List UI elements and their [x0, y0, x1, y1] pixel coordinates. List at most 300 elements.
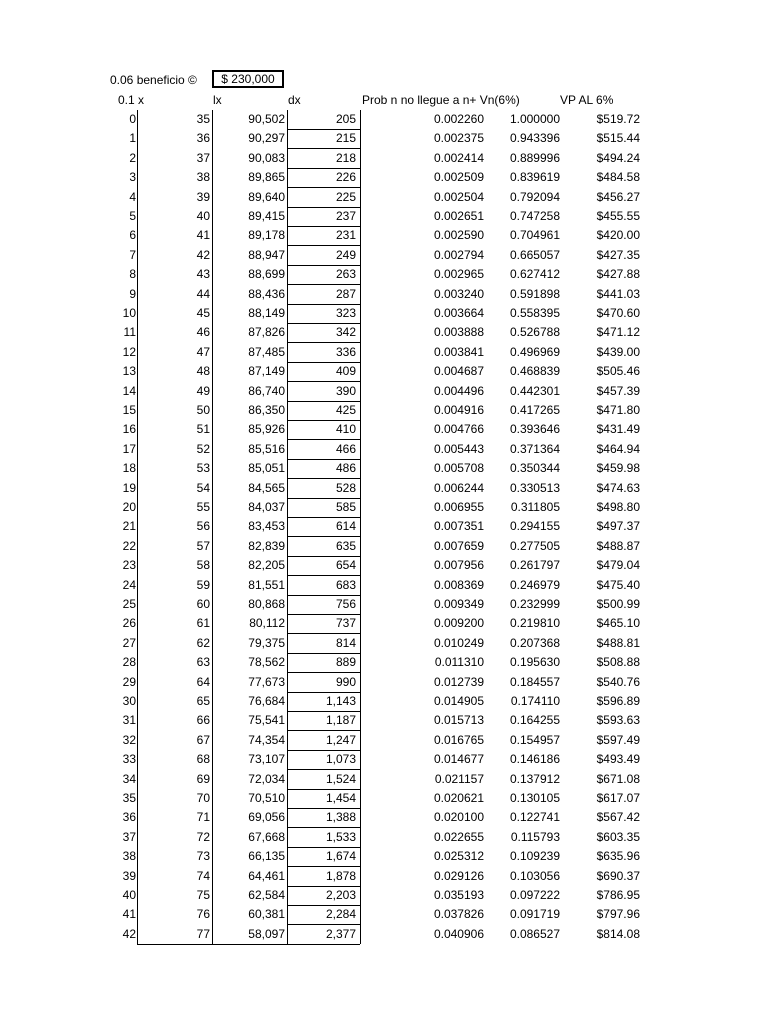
- present-value-cell[interactable]: $635.96: [596, 849, 640, 864]
- probability-cell[interactable]: 0.002504: [433, 189, 484, 204]
- age-x-cell[interactable]: 58: [196, 558, 210, 573]
- dx-cell[interactable]: 410: [335, 422, 356, 437]
- probability-cell[interactable]: 0.002794: [433, 247, 484, 262]
- age-x-cell[interactable]: 73: [196, 849, 210, 864]
- present-value-cell[interactable]: $786.95: [596, 888, 640, 902]
- row-index-cell[interactable]: 12: [122, 344, 136, 359]
- benefit-value-cell[interactable]: $ 230,000: [212, 70, 284, 88]
- age-x-cell[interactable]: 48: [196, 364, 210, 379]
- vn-cell[interactable]: 0.232999: [509, 597, 560, 611]
- dx-cell[interactable]: 466: [335, 441, 356, 456]
- present-value-cell[interactable]: $540.76: [596, 674, 640, 689]
- probability-cell[interactable]: 0.004916: [433, 403, 484, 417]
- present-value-cell[interactable]: $455.55: [596, 209, 640, 223]
- present-value-cell[interactable]: $465.10: [596, 616, 640, 631]
- age-x-cell[interactable]: 43: [196, 267, 210, 282]
- dx-cell[interactable]: 486: [335, 461, 356, 476]
- probability-cell[interactable]: 0.035193: [433, 888, 484, 902]
- lx-cell[interactable]: 89,865: [248, 170, 285, 185]
- row-index-cell[interactable]: 34: [122, 771, 136, 786]
- row-index-cell[interactable]: 9: [129, 286, 136, 301]
- dx-cell[interactable]: 425: [335, 403, 356, 417]
- probability-cell[interactable]: 0.005708: [433, 461, 484, 476]
- vn-cell[interactable]: 0.371364: [509, 441, 560, 456]
- dx-cell[interactable]: 1,187: [325, 713, 356, 728]
- lx-cell[interactable]: 89,640: [248, 189, 285, 204]
- age-x-cell[interactable]: 67: [196, 732, 210, 747]
- present-value-cell[interactable]: $617.07: [596, 791, 640, 805]
- probability-cell[interactable]: 0.002414: [433, 150, 484, 165]
- lx-cell[interactable]: 88,699: [248, 267, 285, 282]
- age-x-cell[interactable]: 68: [196, 752, 210, 767]
- probability-cell[interactable]: 0.002590: [433, 228, 484, 243]
- age-x-cell[interactable]: 72: [196, 829, 210, 844]
- probability-cell[interactable]: 0.003240: [433, 286, 484, 301]
- lx-cell[interactable]: 84,565: [248, 480, 285, 495]
- present-value-cell[interactable]: $505.46: [596, 364, 640, 379]
- row-index-cell[interactable]: 25: [122, 597, 136, 611]
- present-value-cell[interactable]: $484.58: [596, 170, 640, 185]
- lx-cell[interactable]: 85,051: [248, 461, 285, 476]
- present-value-cell[interactable]: $603.35: [596, 829, 640, 844]
- age-x-cell[interactable]: 46: [196, 325, 210, 340]
- vn-cell[interactable]: 0.091719: [509, 907, 560, 922]
- row-index-cell[interactable]: 26: [122, 616, 136, 631]
- lx-cell[interactable]: 86,350: [248, 403, 285, 417]
- age-x-cell[interactable]: 64: [196, 674, 210, 689]
- present-value-cell[interactable]: $494.24: [596, 150, 640, 165]
- probability-cell[interactable]: 0.008369: [433, 577, 484, 592]
- row-index-cell[interactable]: 32: [122, 732, 136, 747]
- vn-cell[interactable]: 0.889996: [509, 150, 560, 165]
- vn-cell[interactable]: 0.792094: [509, 189, 560, 204]
- dx-cell[interactable]: 737: [335, 616, 356, 631]
- row-index-cell[interactable]: 41: [122, 907, 136, 922]
- probability-cell[interactable]: 0.004496: [433, 383, 484, 398]
- present-value-cell[interactable]: $508.88: [596, 655, 640, 670]
- probability-cell[interactable]: 0.014905: [433, 694, 484, 708]
- row-index-cell[interactable]: 2: [129, 150, 136, 165]
- lx-cell[interactable]: 85,516: [248, 441, 285, 456]
- dx-cell[interactable]: 287: [335, 286, 356, 301]
- row-index-cell[interactable]: 35: [122, 791, 136, 805]
- vn-cell[interactable]: 0.086527: [509, 926, 560, 941]
- vn-cell[interactable]: 0.184557: [509, 674, 560, 689]
- age-x-cell[interactable]: 56: [196, 519, 210, 534]
- age-x-cell[interactable]: 42: [196, 247, 210, 262]
- present-value-cell[interactable]: $596.89: [596, 694, 640, 708]
- vn-cell[interactable]: 0.627412: [509, 267, 560, 282]
- present-value-cell[interactable]: $488.87: [596, 538, 640, 553]
- dx-cell[interactable]: 2,377: [325, 926, 356, 941]
- row-index-cell[interactable]: 29: [122, 674, 136, 689]
- vn-cell[interactable]: 0.839619: [509, 170, 560, 185]
- vn-cell[interactable]: 0.294155: [509, 519, 560, 534]
- vn-cell[interactable]: 0.174110: [510, 694, 560, 708]
- lx-cell[interactable]: 82,205: [248, 558, 285, 573]
- present-value-cell[interactable]: $597.49: [596, 732, 640, 747]
- present-value-cell[interactable]: $457.39: [596, 383, 640, 398]
- vn-cell[interactable]: 1.000000: [509, 112, 560, 126]
- age-x-cell[interactable]: 39: [196, 189, 210, 204]
- row-index-cell[interactable]: 19: [122, 480, 136, 495]
- dx-cell[interactable]: 336: [335, 344, 356, 359]
- lx-cell[interactable]: 73,107: [248, 752, 285, 767]
- probability-cell[interactable]: 0.003888: [433, 325, 484, 340]
- dx-cell[interactable]: 226: [335, 170, 356, 185]
- age-x-cell[interactable]: 66: [196, 713, 210, 728]
- row-index-cell[interactable]: 4: [129, 189, 136, 204]
- age-x-cell[interactable]: 53: [196, 461, 210, 476]
- row-index-cell[interactable]: 36: [122, 810, 136, 825]
- dx-cell[interactable]: 323: [335, 306, 356, 320]
- age-x-cell[interactable]: 60: [196, 597, 210, 611]
- row-index-cell[interactable]: 7: [129, 247, 136, 262]
- present-value-cell[interactable]: $459.98: [596, 461, 640, 476]
- vn-cell[interactable]: 0.393646: [509, 422, 560, 437]
- lx-cell[interactable]: 58,097: [248, 926, 285, 941]
- lx-cell[interactable]: 87,826: [248, 325, 285, 340]
- dx-cell[interactable]: 231: [335, 228, 356, 243]
- probability-cell[interactable]: 0.002509: [433, 170, 484, 185]
- probability-cell[interactable]: 0.002375: [433, 131, 484, 146]
- row-index-cell[interactable]: 21: [122, 519, 136, 534]
- present-value-cell[interactable]: $420.00: [596, 228, 640, 243]
- dx-cell[interactable]: 1,524: [325, 771, 356, 786]
- dx-cell[interactable]: 409: [335, 364, 356, 379]
- vn-cell[interactable]: 0.130105: [509, 791, 560, 805]
- lx-cell[interactable]: 72,034: [248, 771, 285, 786]
- dx-cell[interactable]: 1,073: [325, 752, 356, 767]
- probability-cell[interactable]: 0.025312: [433, 849, 484, 864]
- age-x-cell[interactable]: 65: [196, 694, 210, 708]
- dx-cell[interactable]: 263: [335, 267, 356, 282]
- vn-cell[interactable]: 0.261797: [509, 558, 560, 573]
- age-x-cell[interactable]: 49: [196, 383, 210, 398]
- present-value-cell[interactable]: $474.63: [596, 480, 640, 495]
- probability-cell[interactable]: 0.014677: [433, 752, 484, 767]
- dx-cell[interactable]: 614: [335, 519, 356, 534]
- dx-cell[interactable]: 390: [335, 383, 356, 398]
- lx-cell[interactable]: 74,354: [248, 732, 285, 747]
- vn-cell[interactable]: 0.154957: [509, 732, 560, 747]
- lx-cell[interactable]: 90,297: [248, 131, 285, 146]
- probability-cell[interactable]: 0.022655: [433, 829, 484, 844]
- age-x-cell[interactable]: 35: [196, 112, 210, 126]
- age-x-cell[interactable]: 45: [196, 306, 210, 320]
- probability-cell[interactable]: 0.003664: [433, 306, 484, 320]
- probability-cell[interactable]: 0.002651: [433, 209, 484, 223]
- vn-cell[interactable]: 0.137912: [509, 771, 560, 786]
- probability-cell[interactable]: 0.005443: [433, 441, 484, 456]
- present-value-cell[interactable]: $797.96: [596, 907, 640, 922]
- row-index-cell[interactable]: 1: [129, 131, 136, 146]
- lx-cell[interactable]: 67,668: [248, 829, 285, 844]
- probability-cell[interactable]: 0.007351: [433, 519, 484, 534]
- present-value-cell[interactable]: $471.80: [596, 403, 640, 417]
- row-index-cell[interactable]: 33: [122, 752, 136, 767]
- probability-cell[interactable]: 0.021157: [434, 771, 484, 786]
- lx-cell[interactable]: 76,684: [248, 694, 285, 708]
- probability-cell[interactable]: 0.002260: [433, 112, 484, 126]
- lx-cell[interactable]: 64,461: [248, 868, 285, 883]
- vn-cell[interactable]: 0.109239: [509, 849, 560, 864]
- probability-cell[interactable]: 0.004687: [433, 364, 484, 379]
- vn-cell[interactable]: 0.496969: [509, 344, 560, 359]
- lx-cell[interactable]: 89,178: [248, 228, 285, 243]
- age-x-cell[interactable]: 54: [196, 480, 210, 495]
- age-x-cell[interactable]: 44: [196, 286, 210, 301]
- vn-cell[interactable]: 0.195630: [509, 655, 560, 670]
- dx-cell[interactable]: 756: [335, 597, 356, 611]
- age-x-cell[interactable]: 62: [196, 635, 210, 650]
- lx-cell[interactable]: 78,562: [248, 655, 285, 670]
- age-x-cell[interactable]: 59: [196, 577, 210, 592]
- probability-cell[interactable]: 0.006244: [433, 480, 484, 495]
- row-index-cell[interactable]: 5: [129, 209, 136, 223]
- row-index-cell[interactable]: 6: [129, 228, 136, 243]
- age-x-cell[interactable]: 71: [196, 810, 210, 825]
- dx-cell[interactable]: 1,247: [325, 732, 356, 747]
- lx-cell[interactable]: 88,149: [248, 306, 285, 320]
- age-x-cell[interactable]: 75: [196, 888, 210, 902]
- probability-cell[interactable]: 0.007956: [433, 558, 484, 573]
- age-x-cell[interactable]: 52: [196, 441, 210, 456]
- probability-cell[interactable]: 0.007659: [433, 538, 484, 553]
- age-x-cell[interactable]: 70: [196, 791, 210, 805]
- vn-cell[interactable]: 0.146186: [509, 752, 560, 767]
- present-value-cell[interactable]: $456.27: [596, 189, 640, 204]
- probability-cell[interactable]: 0.015713: [433, 713, 484, 728]
- row-index-cell[interactable]: 10: [122, 306, 136, 320]
- dx-cell[interactable]: 528: [335, 480, 356, 495]
- vn-cell[interactable]: 0.164255: [509, 713, 560, 728]
- present-value-cell[interactable]: $497.37: [596, 519, 640, 534]
- lx-cell[interactable]: 80,112: [249, 616, 285, 631]
- lx-cell[interactable]: 75,541: [248, 713, 285, 728]
- age-x-cell[interactable]: 40: [196, 209, 210, 223]
- dx-cell[interactable]: 1,674: [325, 849, 356, 864]
- age-x-cell[interactable]: 63: [196, 655, 210, 670]
- probability-cell[interactable]: 0.009349: [433, 597, 484, 611]
- row-index-cell[interactable]: 37: [122, 829, 136, 844]
- lx-cell[interactable]: 87,485: [248, 344, 285, 359]
- vn-cell[interactable]: 0.704961: [509, 228, 560, 243]
- probability-cell[interactable]: 0.002965: [433, 267, 484, 282]
- present-value-cell[interactable]: $479.04: [596, 558, 640, 573]
- vn-cell[interactable]: 0.246979: [509, 577, 560, 592]
- probability-cell[interactable]: 0.009200: [433, 616, 484, 631]
- dx-cell[interactable]: 814: [335, 635, 356, 650]
- probability-cell[interactable]: 0.037826: [433, 907, 484, 922]
- present-value-cell[interactable]: $498.80: [596, 500, 640, 514]
- dx-cell[interactable]: 205: [335, 112, 356, 126]
- lx-cell[interactable]: 86,740: [248, 383, 285, 398]
- row-index-cell[interactable]: 42: [122, 926, 136, 941]
- probability-cell[interactable]: 0.020621: [433, 791, 484, 805]
- probability-cell[interactable]: 0.003841: [433, 344, 484, 359]
- vn-cell[interactable]: 0.468839: [509, 364, 560, 379]
- lx-cell[interactable]: 89,415: [248, 209, 285, 223]
- present-value-cell[interactable]: $671.08: [596, 771, 640, 786]
- row-index-cell[interactable]: 14: [122, 383, 136, 398]
- probability-cell[interactable]: 0.040906: [433, 926, 484, 941]
- vn-cell[interactable]: 0.103056: [509, 868, 560, 883]
- age-x-cell[interactable]: 47: [196, 344, 210, 359]
- probability-cell[interactable]: 0.029126: [433, 868, 484, 883]
- row-index-cell[interactable]: 27: [122, 635, 136, 650]
- row-index-cell[interactable]: 40: [122, 888, 136, 902]
- vn-cell[interactable]: 0.350344: [509, 461, 560, 476]
- present-value-cell[interactable]: $814.08: [596, 926, 640, 941]
- row-index-cell[interactable]: 23: [122, 558, 136, 573]
- dx-cell[interactable]: 654: [335, 558, 356, 573]
- present-value-cell[interactable]: $427.88: [596, 267, 640, 282]
- vn-cell[interactable]: 0.943396: [509, 131, 560, 146]
- lx-cell[interactable]: 80,868: [248, 597, 285, 611]
- vn-cell[interactable]: 0.277505: [509, 538, 560, 553]
- present-value-cell[interactable]: $427.35: [596, 247, 640, 262]
- vn-cell[interactable]: 0.558395: [509, 306, 560, 320]
- dx-cell[interactable]: 889: [335, 655, 356, 670]
- probability-cell[interactable]: 0.010249: [433, 635, 484, 650]
- age-x-cell[interactable]: 76: [196, 907, 210, 922]
- row-index-cell[interactable]: 39: [122, 868, 136, 883]
- row-index-cell[interactable]: 30: [122, 694, 136, 708]
- vn-cell[interactable]: 0.747258: [509, 209, 560, 223]
- row-index-cell[interactable]: 13: [122, 364, 136, 379]
- row-index-cell[interactable]: 0: [129, 112, 136, 126]
- row-index-cell[interactable]: 38: [122, 849, 136, 864]
- dx-cell[interactable]: 1,143: [325, 694, 356, 708]
- row-index-cell[interactable]: 17: [122, 441, 136, 456]
- dx-cell[interactable]: 2,284: [325, 907, 356, 922]
- dx-cell[interactable]: 585: [335, 500, 356, 514]
- dx-cell[interactable]: 215: [335, 131, 356, 146]
- vn-cell[interactable]: 0.591898: [509, 286, 560, 301]
- lx-cell[interactable]: 88,947: [248, 247, 285, 262]
- age-x-cell[interactable]: 55: [196, 500, 210, 514]
- lx-cell[interactable]: 88,436: [248, 286, 285, 301]
- lx-cell[interactable]: 82,839: [248, 538, 285, 553]
- present-value-cell[interactable]: $500.99: [596, 597, 640, 611]
- row-index-cell[interactable]: 16: [122, 422, 136, 437]
- vn-cell[interactable]: 0.115793: [510, 829, 560, 844]
- vn-cell[interactable]: 0.122741: [509, 810, 560, 825]
- lx-cell[interactable]: 84,037: [248, 500, 285, 514]
- present-value-cell[interactable]: $470.60: [596, 306, 640, 320]
- age-x-cell[interactable]: 69: [196, 771, 210, 786]
- present-value-cell[interactable]: $519.72: [596, 112, 640, 126]
- present-value-cell[interactable]: $439.00: [596, 344, 640, 359]
- dx-cell[interactable]: 218: [335, 150, 356, 165]
- row-index-cell[interactable]: 20: [122, 500, 136, 514]
- present-value-cell[interactable]: $493.49: [596, 752, 640, 767]
- vn-cell[interactable]: 0.442301: [509, 383, 560, 398]
- lx-cell[interactable]: 69,056: [248, 810, 285, 825]
- dx-cell[interactable]: 1,533: [325, 829, 356, 844]
- age-x-cell[interactable]: 36: [196, 131, 210, 146]
- row-index-cell[interactable]: 11: [123, 325, 136, 340]
- dx-cell[interactable]: 225: [335, 189, 356, 204]
- age-x-cell[interactable]: 50: [196, 403, 210, 417]
- vn-cell[interactable]: 0.417265: [509, 403, 560, 417]
- lx-cell[interactable]: 85,926: [248, 422, 285, 437]
- present-value-cell[interactable]: $515.44: [596, 131, 640, 146]
- present-value-cell[interactable]: $464.94: [596, 441, 640, 456]
- lx-cell[interactable]: 90,083: [248, 150, 285, 165]
- lx-cell[interactable]: 79,375: [248, 635, 285, 650]
- dx-cell[interactable]: 683: [335, 577, 356, 592]
- vn-cell[interactable]: 0.526788: [509, 325, 560, 340]
- dx-cell[interactable]: 990: [335, 674, 356, 689]
- probability-cell[interactable]: 0.020100: [433, 810, 484, 825]
- dx-cell[interactable]: 635: [335, 538, 356, 553]
- vn-cell[interactable]: 0.665057: [509, 247, 560, 262]
- lx-cell[interactable]: 77,673: [248, 674, 285, 689]
- present-value-cell[interactable]: $593.63: [596, 713, 640, 728]
- lx-cell[interactable]: 83,453: [248, 519, 285, 534]
- lx-cell[interactable]: 62,584: [248, 888, 285, 902]
- dx-cell[interactable]: 249: [335, 247, 356, 262]
- probability-cell[interactable]: 0.004766: [433, 422, 484, 437]
- age-x-cell[interactable]: 38: [196, 170, 210, 185]
- probability-cell[interactable]: 0.016765: [433, 732, 484, 747]
- row-index-cell[interactable]: 15: [122, 403, 136, 417]
- probability-cell[interactable]: 0.006955: [433, 500, 484, 514]
- row-index-cell[interactable]: 8: [129, 267, 136, 282]
- age-x-cell[interactable]: 41: [196, 228, 210, 243]
- probability-cell[interactable]: 0.011310: [434, 655, 484, 670]
- lx-cell[interactable]: 81,551: [248, 577, 285, 592]
- row-index-cell[interactable]: 22: [122, 538, 136, 553]
- present-value-cell[interactable]: $475.40: [596, 577, 640, 592]
- dx-cell[interactable]: 342: [335, 325, 356, 340]
- row-index-cell[interactable]: 28: [122, 655, 136, 670]
- present-value-cell[interactable]: $471.12: [596, 325, 640, 340]
- dx-cell[interactable]: 1,388: [325, 810, 356, 825]
- vn-cell[interactable]: 0.330513: [509, 480, 560, 495]
- age-x-cell[interactable]: 77: [196, 926, 210, 941]
- lx-cell[interactable]: 60,381: [248, 907, 285, 922]
- present-value-cell[interactable]: $567.42: [596, 810, 640, 825]
- present-value-cell[interactable]: $690.37: [596, 868, 640, 883]
- lx-cell[interactable]: 66,135: [248, 849, 285, 864]
- present-value-cell[interactable]: $441.03: [596, 286, 640, 301]
- lx-cell[interactable]: 87,149: [248, 364, 285, 379]
- dx-cell[interactable]: 1,878: [325, 868, 356, 883]
- age-x-cell[interactable]: 57: [196, 538, 210, 553]
- row-index-cell[interactable]: 3: [129, 170, 136, 185]
- vn-cell[interactable]: 0.097222: [509, 888, 560, 902]
- probability-cell[interactable]: 0.012739: [433, 674, 484, 689]
- dx-cell[interactable]: 1,454: [325, 791, 356, 805]
- age-x-cell[interactable]: 51: [196, 422, 210, 437]
- vn-cell[interactable]: 0.207368: [509, 635, 560, 650]
- lx-cell[interactable]: 70,510: [248, 791, 285, 805]
- row-index-cell[interactable]: 18: [122, 461, 136, 476]
- row-index-cell[interactable]: 31: [122, 713, 136, 728]
- vn-cell[interactable]: 0.311805: [510, 500, 560, 514]
- dx-cell[interactable]: 2,203: [325, 888, 356, 902]
- age-x-cell[interactable]: 74: [196, 868, 210, 883]
- lx-cell[interactable]: 90,502: [248, 112, 285, 126]
- age-x-cell[interactable]: 37: [196, 150, 210, 165]
- dx-cell[interactable]: 237: [335, 209, 356, 223]
- vn-cell[interactable]: 0.219810: [509, 616, 560, 631]
- present-value-cell[interactable]: $488.81: [596, 635, 640, 650]
- age-x-cell[interactable]: 61: [196, 616, 210, 631]
